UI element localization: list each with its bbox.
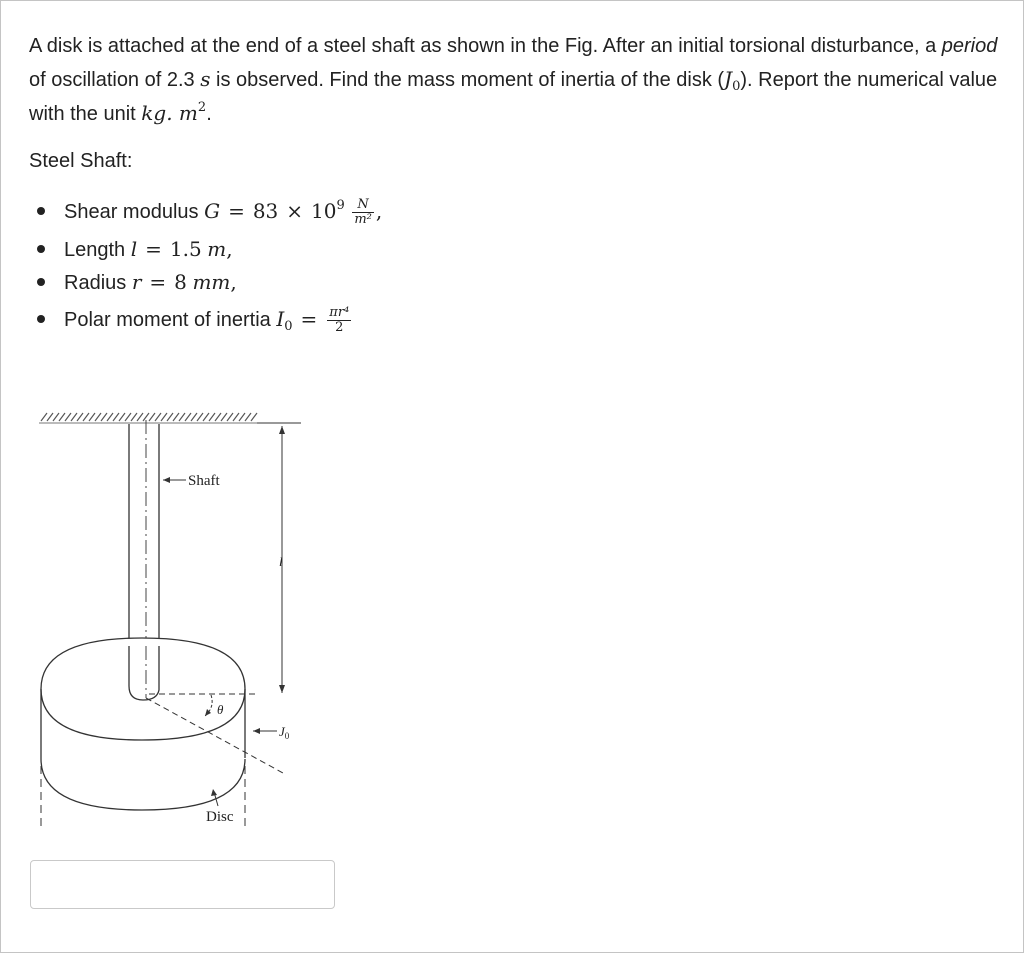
hatch-stroke (221, 413, 227, 421)
question-card: A disk is attached at the end of a steel shaft as shown in the Fig. After an initial torsional disturbance, a period of oscillation of 2.3 s is observed. Find the mass moment of inertia of the disk $(J_0)$. Report the numerical value with the unit kg. $m^2$. Steel Shaft: Shear modulus $G = 83 \times 10^9$ $\frac{N}{\text{m²}}$ , Length l = 1.5 m, Radius r = 8 mm, Polar moment of inertia $I_0$ = $\frac{\text{πr⁴}}{2}$ Shaft l θ $J_0$ Disc (0, 0, 1024, 953)
period-word: period (941, 35, 998, 57)
hatch-stroke (209, 413, 215, 421)
hatch-stroke (41, 413, 47, 421)
question-part-4: ). Report the numerical value with the unit (29, 69, 998, 125)
hatch-stroke (215, 413, 221, 421)
hatch-stroke (173, 413, 179, 421)
question-part-2: of oscillation of 2.3 (29, 69, 201, 91)
hatch-stroke (137, 413, 143, 421)
hatch-stroke (143, 413, 149, 421)
ceiling-hatch (39, 413, 257, 423)
bullet-dot (37, 315, 45, 323)
hatch-stroke (167, 413, 173, 421)
shaft-label-pointer (163, 477, 186, 483)
hatch-stroke (191, 413, 197, 421)
hatch-stroke (197, 413, 203, 421)
question-text (29, 30, 1004, 131)
unit-seconds: s (200, 67, 211, 91)
question-part-1: A disk is attached at the end of a steel shaft as shown in the Fig. After an initial torsional disturbance, a (29, 35, 942, 57)
j-subscript: 0 (732, 79, 741, 94)
j0-label: $J_0$ (279, 724, 290, 741)
hatch-stroke (245, 413, 251, 421)
hatch-stroke (59, 413, 65, 421)
hatch-stroke (227, 413, 233, 421)
unit-kg-m: kg. m (141, 101, 198, 125)
length-label: l (279, 554, 283, 569)
question-part-5: . (206, 103, 212, 125)
hatch-stroke (131, 413, 137, 421)
hatch-stroke (233, 413, 239, 421)
j-symbol: J (724, 67, 733, 91)
hatch-stroke (185, 413, 191, 421)
shaft-label: Shaft (188, 473, 220, 489)
answer-input[interactable] (30, 860, 335, 909)
hatch-stroke (125, 413, 131, 421)
hatch-stroke (101, 413, 107, 421)
bullet-dot (37, 207, 45, 215)
hatch-stroke (53, 413, 59, 421)
hatch-stroke (113, 413, 119, 421)
bullet-dot (37, 278, 45, 286)
disc-label-pointer (211, 789, 218, 806)
hatch-stroke (65, 413, 71, 421)
hatch-stroke (251, 413, 257, 421)
question-part-3: is observed. Find the mass moment of inertia of the disk ( (210, 69, 725, 91)
hatch-stroke (89, 413, 95, 421)
polar-moment-fraction: $\frac{\text{πr⁴}}{2}$ (329, 305, 350, 336)
hatch-stroke (83, 413, 89, 421)
hatch-stroke (203, 413, 209, 421)
hatch-stroke (119, 413, 125, 421)
hatch-stroke (77, 413, 83, 421)
hatch-stroke (161, 413, 167, 421)
j0-pointer (253, 728, 277, 734)
disc-label: Disc (206, 809, 234, 825)
hatch-stroke (95, 413, 101, 421)
unit-exponent: 2 (197, 100, 207, 115)
hatch-stroke (149, 413, 155, 421)
hatch-stroke (107, 413, 113, 421)
bullet-dot (37, 245, 45, 253)
hatch-stroke (47, 413, 53, 421)
hatch-stroke (71, 413, 77, 421)
hatch-stroke (179, 413, 185, 421)
theta-label: θ (217, 702, 224, 717)
section-title: Steel Shaft: (29, 150, 133, 172)
hatch-stroke (155, 413, 161, 421)
unit-fraction: $\frac{N}{\text{m²}}$ (354, 197, 372, 228)
hatch-stroke (239, 413, 245, 421)
shaft-disc-figure (29, 396, 329, 836)
